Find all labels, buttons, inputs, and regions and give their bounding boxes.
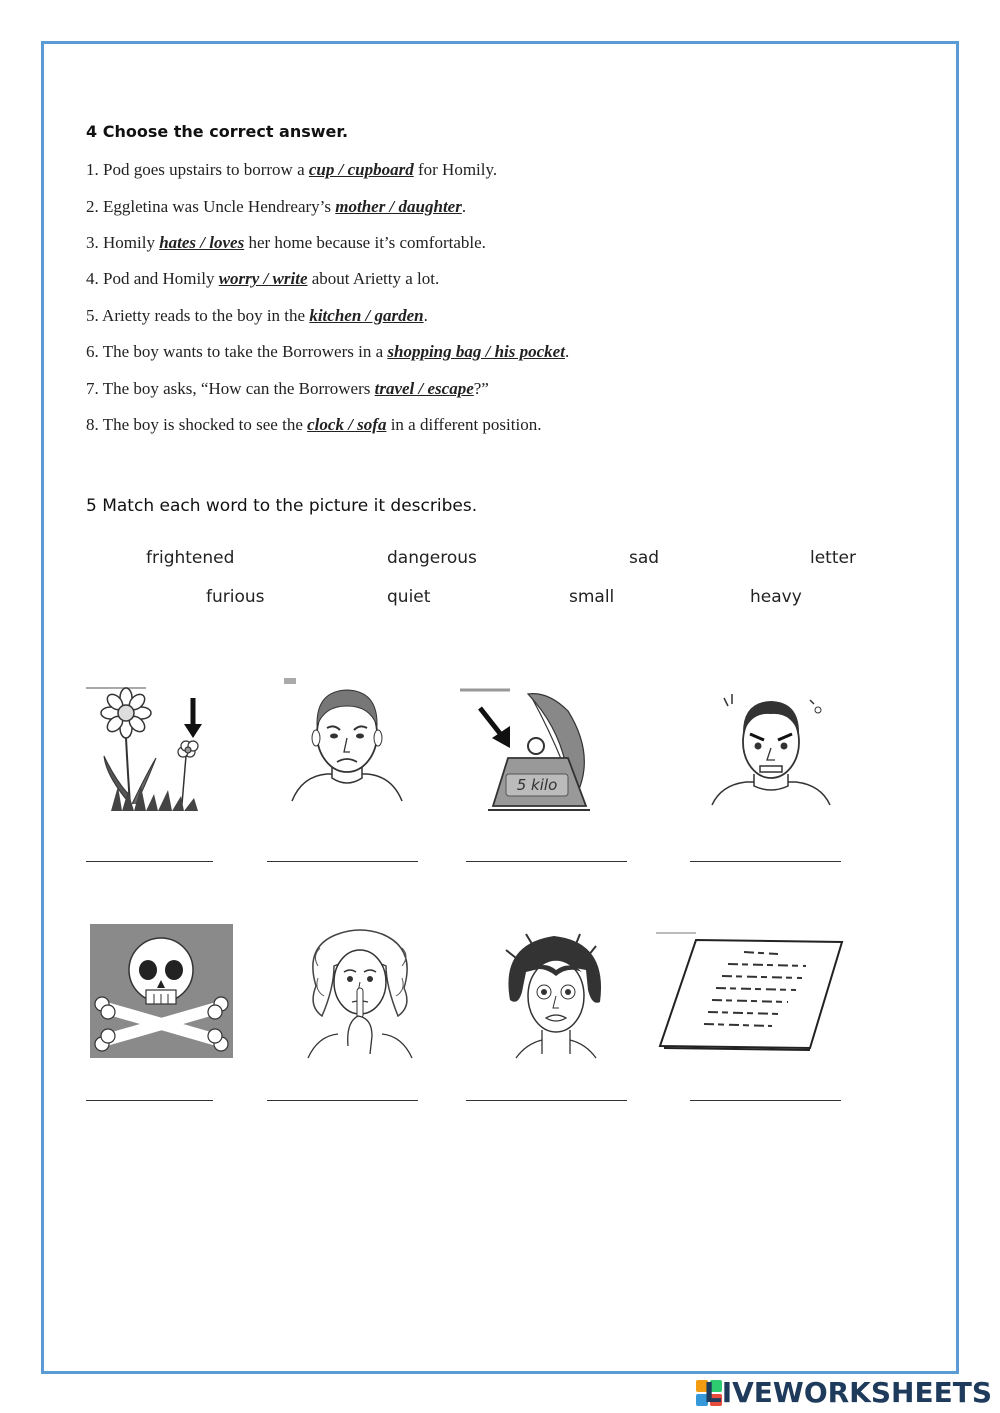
word-letter: letter [810,548,856,568]
word-quiet: quiet [387,587,431,607]
question-7-end: ?” [473,379,489,398]
letter-picture [656,930,846,1054]
question-1-options[interactable]: cup / cupboard [308,160,414,179]
answer-line-6[interactable] [267,1100,418,1101]
question-5-end: . [423,306,428,325]
answer-line-1[interactable] [86,861,213,862]
quiet-woman-picture [298,926,422,1060]
question-5-text: 5. Arietty reads to the boy in the [86,306,310,325]
answer-line-5[interactable] [86,1100,213,1101]
question-3-options[interactable]: hates / loves [159,233,245,252]
heavy-weight-picture [458,686,618,816]
answer-line-8[interactable] [690,1100,841,1101]
small-flower-picture [86,686,216,816]
word-frightened: frightened [146,548,235,568]
answer-line-2[interactable] [267,861,418,862]
question-2-text: 2. Eggletina was Uncle Hendreary’s [86,197,336,216]
question-4-options[interactable]: worry / write [218,269,308,288]
answer-line-3[interactable] [466,861,627,862]
question-2 [86,197,466,217]
word-furious: furious [206,587,265,607]
word-sad: sad [629,548,660,568]
question-8-options[interactable]: clock / sofa [307,415,387,434]
section-5-title: 5 Match each word to the picture it describes. [86,496,478,516]
question-8 [86,415,541,435]
question-6-end: . [564,342,570,361]
answer-line-4[interactable] [690,861,841,862]
question-3-text: 3. Homily [86,233,160,252]
word-dangerous: dangerous [387,548,477,568]
question-6-text: 6. The boy wants to take the Borrowers in a [86,342,388,361]
section-4-title: 4 Choose the correct answer. [86,122,349,141]
question-4-text: 4. Pod and Homily [86,269,219,288]
question-5 [86,306,428,326]
sad-man-picture [282,676,412,806]
question-2-options[interactable]: mother / daughter [335,197,462,216]
word-heavy: heavy [750,587,802,607]
weight-label: 5 kilo [516,776,558,794]
question-8-end: in a different position. [386,415,542,434]
question-6 [86,342,569,362]
word-small: small [569,587,615,607]
question-7 [86,379,489,399]
frightened-person-picture [496,930,616,1060]
question-5-options[interactable]: kitchen / garden [309,306,424,325]
question-6-options[interactable]: shopping bag / his pocket [387,342,565,361]
answer-line-7[interactable] [466,1100,627,1101]
question-1-text: 1. Pod goes upstairs to borrow a [86,160,309,179]
question-4 [86,269,439,289]
furious-man-picture [706,690,836,810]
question-1-end: for Homily. [413,160,498,179]
skull-crossbones-picture [90,924,233,1058]
question-8-text: 8. The boy is shocked to see the [86,415,308,434]
question-7-options[interactable]: travel / escape [374,379,474,398]
question-1 [86,160,497,180]
question-7-text: 7. The boy asks, “How can the Borrowers [86,379,375,398]
brand-wordmark: LIVEWORKSHEETS [703,1376,992,1409]
question-4-end: about Arietty a lot. [307,269,440,288]
question-2-end: . [461,197,467,216]
question-3-end: her home because it’s comfortable. [244,233,486,252]
question-3 [86,233,486,253]
